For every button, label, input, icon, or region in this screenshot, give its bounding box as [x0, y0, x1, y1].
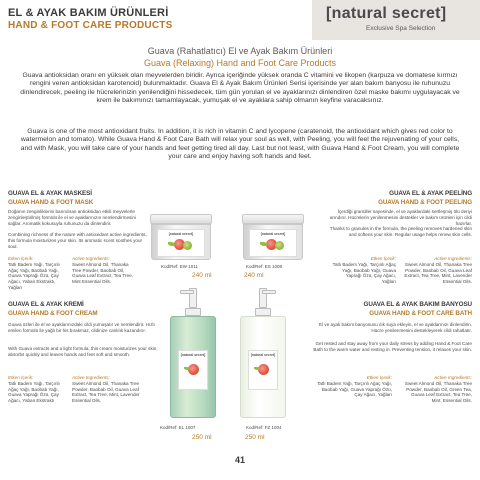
- page-number: 41: [234, 455, 245, 465]
- mask-ingredients-en: [72, 256, 138, 285]
- bottle-label-brand: [natural secret]: [180, 353, 206, 357]
- mask-title-tr: GUAVA EL & AYAK MASKESİ: [8, 190, 92, 197]
- jar-label-brand: [natural secret]: [168, 232, 194, 236]
- brand-box: [312, 0, 480, 40]
- bath-title-en: GUAVA HAND & FOOT CARE BATH: [369, 310, 472, 317]
- cream-ingredients-tr: [8, 375, 70, 404]
- peeling-ing-tr-head: Etken İçerik:: [370, 256, 396, 261]
- mask-ing-tr-head: Etken İçerik:: [8, 256, 34, 261]
- page-header: [0, 0, 480, 40]
- mask-title-en: GUAVA HAND & FOOT MASK: [8, 199, 94, 206]
- mask-jar-image: [150, 214, 212, 260]
- cream-ingredients-en: [72, 375, 140, 404]
- intro-paragraph-en: Guava is one of the most antioxidant fruits. In addition, it is rich in vitamin C and lycopene (caratenoid, the antioxidant which gives red color to watermelon and tomato). While Guava Hand & Foot Care Bath will relax your soul as well, with Peeling, you will feel the rejuvenating of your cells, and with Mask, you will take care of your hands and feet getting tired all day. Last but not least, with Guava Hand & Foot Cream, you will complete your care and enjoy having soft hands and feet.: [20, 128, 460, 161]
- bath-desc-tr: El ve ayak bakım banyosunu ılık suya ekleyin, el ve ayaklarınızı dinlendirin. Hücre yenilenmesini destekleyerek cildi rahatlatır.: [319, 322, 472, 333]
- mask-ing-en-head: Active Ingredients:: [72, 256, 110, 261]
- page-title-tr: Guava (Rahatlatıcı) El ve Ayak Bakım Ürünleri: [147, 46, 333, 56]
- peeling-jar-image: [242, 214, 304, 260]
- bath-ing-tr-text: Tatlı Badem Yağı, Tarçınlı Ağaç Yağı, Baobab Yağı, Guava Yaprağı Özü, Çay Ağacı, Yağları: [317, 380, 392, 398]
- bottle-label-brand: [natural secret]: [250, 353, 276, 357]
- mask-code: Kod/Ref: EW 1011: [161, 264, 198, 269]
- page-title-en: Guava (Relaxing) Hand and Foot Care Products: [143, 58, 337, 68]
- bath-volume: 250 ml: [245, 434, 265, 441]
- bath-bottle-image: [240, 288, 286, 418]
- page-title: [0, 46, 480, 68]
- bath-title-tr: GUAVA EL & AYAK BAKIM BANYOSU: [363, 301, 472, 308]
- cream-ing-tr-text: Tatlı Badem Yağı, Tarçınlı Ağaç Yağı, Baobab Yağı, Guava Yaprağı Özü, Çay Ağacı, Yaban Ekstraktı: [8, 380, 60, 404]
- cream-volume: 250 ml: [192, 434, 212, 441]
- mask-ing-tr-text: Tatlı Badem Yağı, Tarçınlı Ağaç Yağı, Baobab Yağı, Guava Yaprağı Özü, Çay Ağacı, Yaban Ekstraktı, Yağları: [8, 261, 60, 290]
- peeling-ing-tr-text: Tatlı Badem Yağı, Tarçınlı Ağaç Yağı, Baobab Yağı, Guava Yaprağı Özü, Çay Ağacı, Yağları: [332, 261, 396, 285]
- cream-ing-en-text: Sweet Almond Oil, Thanaka Tree Powder, Baobab Oil, Guava Leaf Extract, Tea Tree, Mint, Lavender Essential Oils.: [72, 380, 140, 404]
- peeling-ingredients-en: [404, 256, 472, 285]
- brand-logo: [natural secret]: [326, 5, 447, 22]
- bath-ing-tr-head: Etken İçerik:: [366, 375, 392, 380]
- peeling-ing-en-head: Active Ingredients:: [434, 256, 472, 261]
- bath-ing-en-head: Active Ingredients:: [434, 375, 472, 380]
- peeling-volume: 240 ml: [244, 272, 264, 279]
- bath-ingredients-tr: [316, 375, 392, 398]
- mask-desc-en: Combining richness of the nature with antioxidant active ingredients, this formula moisturizes your skin. Its aromatic scent soothes your soul.: [8, 232, 147, 249]
- jar-label-brand: [natural secret]: [260, 232, 286, 236]
- cream-bottle-image: [170, 288, 216, 418]
- peeling-ing-en-text: Sweet Almond Oil, Thanaka Tree Powder, Baobab Oil, Guava Leaf Extract, Tea Tree, Mint, Lavender Essential Oils.: [404, 261, 472, 285]
- peeling-desc-tr: İçerdiği granüller sayesinde, el ve ayaklardaki sertleşmiş ölü deriyi arındırır. Hücrelerin yenilenmesini destekler ve bakım ürünleri için cildi hazırlar.: [329, 209, 472, 226]
- header-title-tr: EL & AYAK BAKIM ÜRÜNLERİ: [8, 7, 169, 19]
- header-title-en: HAND & FOOT CARE PRODUCTS: [8, 20, 173, 31]
- peeling-desc-en: Thanks to granules in the formula, the peeling removes hardened skin and softens your skin. Regular usage helps renew skin cells.: [329, 226, 472, 237]
- mask-desc-tr: Doğanın zenginliklerini barındıran antioksidan etkili meyvelerle zenginleştirilmiş formülü ile el ve ayaklarınızın nemlendirmesini sağlar. Aromatik kokusuyla ruhunuzu da dinlendirir.: [8, 209, 136, 226]
- mask-ing-en-text: Sweet Almond Oil, Thanaka Tree Powder, Baobab Oil, Guava Leaf Extract, Tea Tree, Mint Essential Oils.: [72, 261, 133, 285]
- intro-paragraph-tr: Guava antioksidan oranı en yüksek olan meyvelerden biridir. Ayrıca içeriğinde yüksek oranda C vitamini ve likopen (karpuza ve domatese kırmızı rengini veren antioksidan karotenoid) bulunmaktadır. Guava El & Ayak Bakım Ürünleri Serisi içerisinde yer alan bakım banyosu ile ruhunuzu dinlendirecek, peeling ile hücrelerinizin yenilendiğini hissedecek, tüm gün yorulan el ve ayaklarınızı dinlendiren özel maske bakımı uygulayacak ve krem ile bakımınızı tamamlayacak, yumuşak el ve ayaklara sahip olmanın keyfine varacaksınız.: [20, 72, 460, 105]
- cream-title-en: GUAVA HAND & FOOT CREAM: [8, 310, 98, 317]
- peeling-ingredients-tr: [332, 256, 396, 285]
- mask-volume: 240 ml: [192, 272, 212, 279]
- mask-ingredients-tr: [8, 256, 70, 291]
- bath-code: Kod/Ref: FZ 1004: [246, 425, 282, 430]
- cream-ing-tr-head: Etken İçerik:: [8, 375, 34, 380]
- peeling-title-tr: GUAVA EL & AYAK PEELİNG: [389, 190, 472, 197]
- cream-desc-tr: Guava özleri ile el ve ayaklarınızdaki cildi yumuşatır ve nemlendirir. Hızlı emilen formülü ile yağlı bir his bırakmaz, cildinize canlılık kazandırır.: [8, 322, 155, 333]
- bath-ing-en-text: Sweet Almond Oil, Thanaka Tree Powder, Baobab Oil, Green Tea, Guava Leaf Extract, Tea Tree, Mint, Essential Oils.: [404, 380, 472, 404]
- peeling-code: Kod/Ref: ES 1008: [246, 264, 283, 269]
- brand-subtitle: Exclusive Spa Selection: [366, 25, 436, 32]
- bath-ingredients-en: [400, 375, 472, 404]
- cream-ing-en-head: Active Ingredients:: [72, 375, 110, 380]
- bath-desc-en: Get rested and stay away from your daily stress by adding Hand & Foot Care Bath to the warm water and resting in. Preventing tension, it relaxes your skin.: [313, 341, 472, 352]
- cream-desc-en: With Guava extracts and a light formula, this cream moisturizes your skin, absorbs quickly and leaves hands and feet soft and smooth.: [8, 346, 158, 357]
- cream-code: Kod/Ref: EL 1007: [160, 425, 196, 430]
- peeling-title-en: GUAVA HAND & FOOT PEELING: [378, 199, 472, 206]
- cream-title-tr: GUAVA EL & AYAK KREMİ: [8, 301, 84, 308]
